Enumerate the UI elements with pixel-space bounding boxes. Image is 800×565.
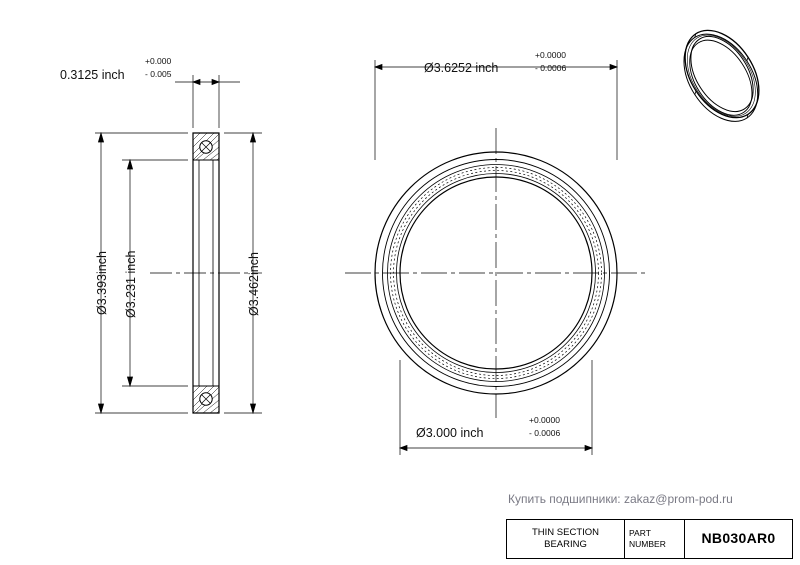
section-width-tolerance-lower: - 0.005 — [145, 69, 172, 79]
title-block-part-number-value: NB030AR0 — [701, 530, 776, 547]
title-block-description-line1: THIN SECTION — [531, 527, 600, 539]
section-diameter-3-231: Ø3.231 inch — [124, 250, 138, 318]
title-block — [506, 519, 793, 559]
section-race-top — [193, 133, 219, 160]
face-outer-tolerance-upper: +0.0000 — [535, 50, 566, 60]
face-bore-tolerance-upper: +0.0000 — [529, 415, 560, 425]
title-block-part-number-label — [625, 520, 685, 558]
section-diameter-3-393: Ø3.393inch — [95, 251, 109, 315]
section-race-bottom — [193, 386, 219, 413]
section-dimensions — [95, 75, 262, 413]
section-width-tolerance-upper: +0.000 — [145, 56, 172, 66]
section-width-dimension-value: 0.3125 inch — [60, 68, 125, 82]
isometric-ring-pictorial — [667, 17, 775, 135]
title-block-description-line2: BEARING — [544, 539, 587, 550]
face-outer-diameter-value: Ø3.6252 inch — [424, 61, 499, 75]
watermark-text: Купить подшипники: zakaz@prom-pod.ru — [508, 492, 733, 506]
face-bore-tolerance-lower: - 0.0006 — [529, 428, 561, 438]
face-bore-diameter-value: Ø3.000 inch — [416, 426, 484, 440]
part-number-label-line1: PART — [629, 528, 651, 539]
title-block-description — [507, 520, 625, 558]
face-outer-tolerance-lower: - 0.0006 — [535, 63, 567, 73]
section-diameter-3-462: Ø3.462inch — [247, 252, 261, 316]
part-number-label-line2: NUMBER — [629, 539, 666, 549]
